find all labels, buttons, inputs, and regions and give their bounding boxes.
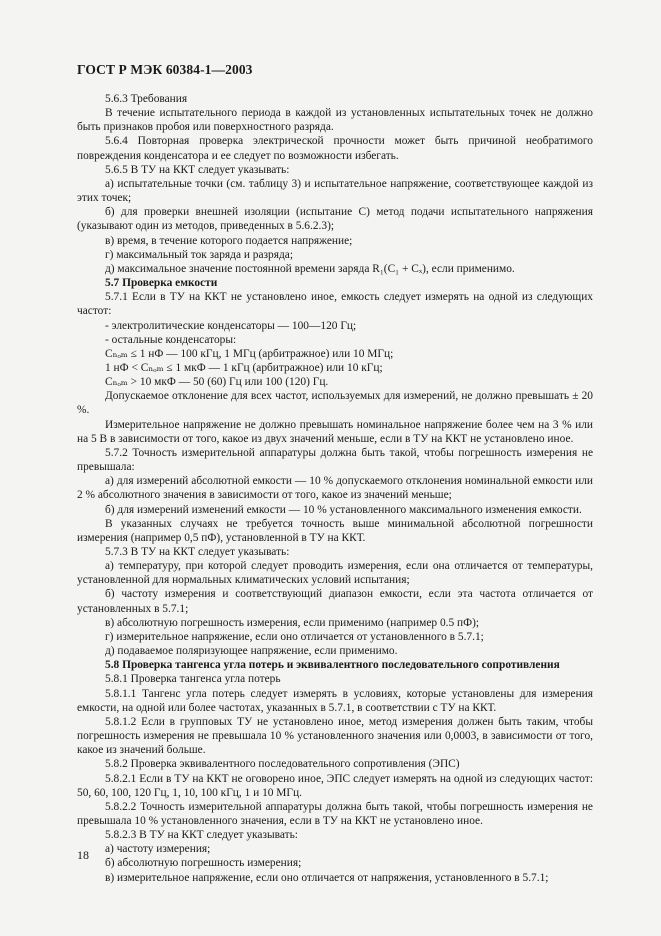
paragraph: 5.6.5 В ТУ на ККТ следует указывать:: [105, 163, 290, 176]
paragraph: - остальные конденсаторы:: [105, 333, 237, 346]
paragraph: б) частоту измерения и соответствующий диапазон емкости, если эта частота отличается от установленных в 5.7.1;: [77, 588, 593, 615]
paragraph: 5.8.1 Проверка тангенса угла потерь: [105, 673, 281, 686]
paragraph: 5.6.4 Повторная проверка электрической прочности может быть причиной необратимого повреждения конденсатора и ее следует по возможности избегать.: [77, 135, 593, 162]
paragraph: в) абсолютную погрешность измерения, если применимо (например 0.5 пФ);: [105, 616, 480, 629]
paragraph: В течение испытательного периода в каждой из установленных испытательных точек не должно быть признаков пробоя или поверхностного разряда.: [77, 107, 593, 134]
paragraph: в) время, в течение которого подается напряжение;: [105, 234, 353, 247]
paragraph: а) температуру, при которой следует проводить измерения, если она отличается от температуры, установленной для нормальных климатических условий испытания;: [77, 560, 593, 587]
paragraph: г) максимальный ток заряда и разряда;: [105, 248, 293, 261]
paragraph: а) частоту измерения;: [105, 843, 211, 856]
paragraph: 5.7.2 Точность измерительной аппаратуры должна быть такой, чтобы погрешность измерения не превышала:: [77, 446, 593, 474]
paragraph: д) подаваемое поляризующее напряжение, если применимо.: [105, 645, 398, 658]
paragraph: 5.8.1.1 Тангенс угла потерь следует измерять в условиях, которые установлены для измерения емкости, на одной или более частотах, указанных в 5.7.1, в соответствии с ТУ на ККТ.: [77, 687, 593, 714]
paragraph: 5.8.1.2 Если в групповых ТУ не установлено иное, метод измерения должен быть таким, чтобы погрешность измерения не превышала 10 % установленного значения или 0,0003, в зависимости от того, какое из значений больше.: [77, 715, 593, 757]
page-number: 18: [77, 848, 89, 862]
paragraph: - электролитические конденсаторы — 100—120 Гц;: [105, 319, 357, 332]
paragraph: 5.8.2.1 Если в ТУ на ККТ не оговорено иное, ЭПС следует измерять на одной из следующих частот: 50, 60, 100, 120 Гц, 1, 10, 100 кГц, 1 и 10 МГц.: [77, 772, 593, 799]
paragraph: 1 нФ < Cₙₒₘ ≤ 1 мкФ — 1 кГц (арбитражное) или 10 кГц;: [105, 361, 383, 374]
paragraph: б) абсолютную погрешность измерения;: [105, 857, 302, 870]
paragraph: а) для измерений абсолютной емкости — 10 % допускаемого отклонения номинальной емкости или 2 % абсолютного значения в зависимости от того, какое из значений меньше;: [77, 475, 593, 502]
paragraph: Измерительное напряжение не должно превышать номинальное напряжение более чем на 3 % или на 5 В в зависимости от того, какое из двух значений меньше, если в ТУ на ККТ не установлено иное.: [77, 418, 593, 445]
paragraph: 5.7.1 Если в ТУ на ККТ не установлено иное, емкость следует измерять на одной из следующих частот:: [77, 291, 593, 318]
paragraph: Допускаемое отклонение для всех частот, используемых для измерений, не должно превышать ± 20 %.: [77, 390, 593, 417]
paragraph: 5.8.2.3 В ТУ на ККТ следует указывать:: [105, 829, 298, 842]
paragraph: а) испытательные точки (см. таблицу 3) и испытательное напряжение, соответствующее каждой из этих точек;: [77, 177, 593, 205]
standard-header: ГОСТ Р МЭК 60384-1—2003: [77, 62, 253, 77]
paragraph: 5.8.2.2 Точность измерительной аппаратуры должна быть такой, чтобы погрешность измерения не превышала 10 % установленного значения, если в ТУ на ККТ не установлено иное.: [77, 800, 593, 827]
paragraph: б) для проверки внешней изоляции (испытание С) метод подачи испытательного напряжения (указывают один из методов, приведенных в 5.6.2.3);: [77, 206, 593, 233]
paragraph: Cₙₒₘ > 10 мкФ — 50 (60) Гц или 100 (120) Гц.: [105, 376, 329, 389]
paragraph: Cₙₒₘ ≤ 1 нФ — 100 кГц, 1 МГц (арбитражное) или 10 МГц;: [105, 347, 394, 360]
document-body: [77, 92, 593, 885]
paragraph: 5.8.2 Проверка эквивалентного последовательного сопротивления (ЭПС): [105, 758, 460, 771]
section-heading: 5.7 Проверка емкости: [105, 277, 218, 290]
paragraph: В указанных случаях не требуется точность выше минимальной абсолютной погрешности измерения (например 0,5 пФ), установленной в ТУ на ККТ.: [77, 517, 593, 544]
paragraph: д) максимальное значение постоянной времени заряда R₁(C₁ + Cₓ), если применимо.: [105, 262, 515, 275]
section-heading: 5.8 Проверка тангенса угла потерь и эквивалентного последовательного сопротивления: [105, 659, 560, 672]
paragraph: 5.7.3 В ТУ на ККТ следует указывать:: [105, 546, 290, 558]
paragraph: 5.6.3 Требования: [105, 93, 188, 105]
paragraph: б) для измерений изменений емкости — 10 % установленного максимального изменения емкости.: [105, 503, 582, 516]
paragraph: в) измерительное напряжение, если оно отличается от напряжения, установленного в 5.7.1;: [105, 871, 549, 884]
paragraph: г) измерительное напряжение, если оно отличается от установленного в 5.7.1;: [105, 630, 484, 643]
